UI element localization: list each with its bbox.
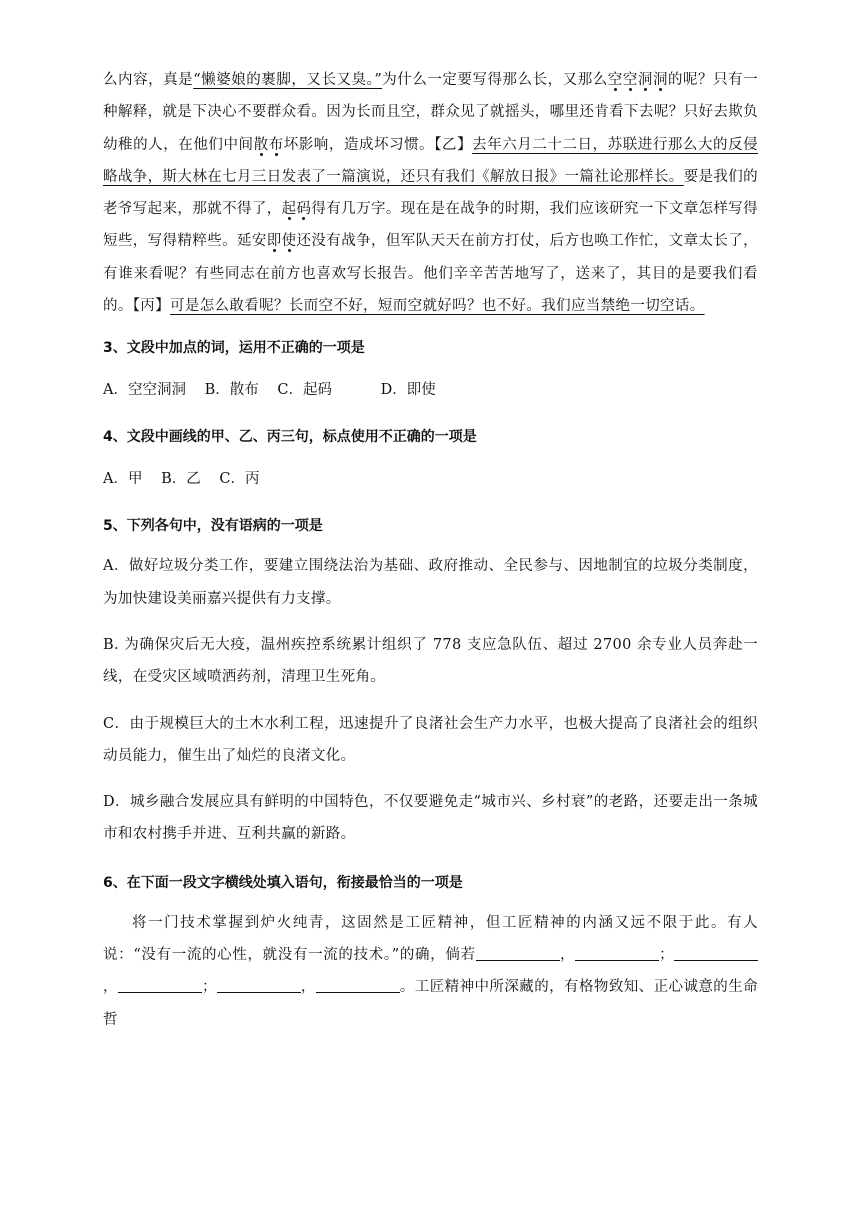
q6-punct: ； <box>201 979 217 996</box>
fill-blank-1[interactable] <box>476 946 560 961</box>
passage-text: 的呢？只有一种解释，就是下决心不要群众看。因为长而且空，群众见了就摇头，哪里还肯看下去呢？只好去欺负幼稚的人，在他们中间 <box>103 72 759 153</box>
question-4-options <box>103 469 758 489</box>
emphasis-char: 散 <box>253 136 269 153</box>
dotted-word-qima <box>282 201 312 217</box>
q6-text: 。工匠精神中所深藏的，有格物致知、正心诚意的生命哲 <box>103 979 758 1028</box>
q5-option-c: C．由于规模巨大的土木水利工程，迅速提升了良渚社会生产力水平，也极大提高了良渚社会的组织动员能力，催生出了灿烂的良渚文化。 <box>103 715 758 764</box>
question-6-stem: 6、在下面一段文字横线处填入语句，衔接最恰当的一项是 <box>103 874 463 891</box>
q6-punct: ， <box>103 979 118 996</box>
q6-passage <box>103 907 758 1036</box>
q3-option-d: D．即使 <box>380 382 436 399</box>
q3-option-c: C．起码 <box>277 382 332 399</box>
q6-punct: ， <box>559 947 576 964</box>
fill-blank-6[interactable] <box>316 978 400 993</box>
q4-option-b: B．乙 <box>161 471 201 488</box>
dotted-word-jishi <box>267 233 297 249</box>
emphasis-char: 空 <box>622 72 638 88</box>
q3-option-a: A．空空洞洞 <box>103 382 186 399</box>
q5-option-d: D．城乡融合发展应具有鲜明的中国特色，不仅要避免走“城市兴、乡村衰”的老路，还要走出一条城市和农村携手并进、互利共赢的新路。 <box>103 794 758 843</box>
emphasis-char: 即 <box>266 233 282 250</box>
dotted-word-sanbu <box>254 137 284 153</box>
q4-option-a: A．甲 <box>103 471 143 488</box>
passage-text: 坏影响，造成坏习惯。【乙】 <box>283 136 473 153</box>
emphasis-char: 起 <box>281 201 297 218</box>
q6-text: 将一门技术掌握到炉火纯青，这固然是工匠精神，但工匠精神的内涵又远不限于此。有人说：“没有一流的心性，就没有一流的技术。”的确，倘若 <box>103 914 758 964</box>
emphasis-char: 洞 <box>637 72 653 88</box>
question-5-stem: 5、下列各句中，没有语病的一项是 <box>103 518 323 535</box>
q3-option-b: B．散布 <box>204 382 259 399</box>
q5-option-a: A．做好垃圾分类工作，要建立围绕法治为基础、政府推动、全民参与、因地制宜的垃圾分类制度，为加快建设美丽嘉兴提供有力支撑。 <box>103 558 758 607</box>
q5-option-b: B. 为确保灾后无大疫，温州疾控系统累计组织了 778 支应急队伍、超过 2700 余专业人员奔赴一线，在受灾区域喷洒药剂，清理卫生死角。 <box>103 636 758 686</box>
passage-text: 还没有战争，但军队天天在前方打仗，后方也唤工作忙，文章太长了，有谁来看呢？有些同志在前方也喜欢写长报告。他们辛辛苦苦地写了，送来了，其目的是要我们看的。【丙】 <box>103 233 758 315</box>
q6-punct: ， <box>300 979 316 996</box>
question-4-stem: 4、文段中画线的甲、乙、丙三句，标点使用不正确的一项是 <box>103 429 477 446</box>
passage-text: 为什么一定要写得那么长，又那么 <box>382 72 608 88</box>
underlined-sentence-yi: 去年六月二十二日，苏联进行那么大的反侵略战争，斯大林在七月三日发表了一篇演说，还只有我们《解放日报》一篇社论那样长。 <box>103 136 758 185</box>
dotted-word-kongkongdongdong <box>608 72 668 88</box>
emphasis-char: 码 <box>296 201 312 218</box>
underlined-sentence-jia: “懒婆娘的裹脚，又长又臭。” <box>193 72 383 88</box>
q4-option-c: C．丙 <box>219 471 260 488</box>
fill-blank-5[interactable] <box>217 978 301 993</box>
underlined-sentence-bing: 可是怎么敢看呢？长而空不好，短而空就好吗？也不好。我们应当禁绝一切空话。 <box>170 298 705 315</box>
passage-text: 要是我们的老爷写起来，那就不得了， <box>103 168 758 218</box>
question-3-options <box>103 380 758 400</box>
emphasis-char: 布 <box>268 136 284 153</box>
emphasis-char: 洞 <box>652 72 668 88</box>
fill-blank-3[interactable] <box>674 946 758 961</box>
fill-blank-4[interactable] <box>118 978 202 993</box>
emphasis-char: 空 <box>607 72 623 88</box>
document-page <box>103 64 758 1036</box>
emphasis-char: 使 <box>281 233 297 250</box>
reading-passage <box>103 64 758 322</box>
fill-blank-2[interactable] <box>575 946 659 961</box>
passage-text: 得有几万字。现在是在战争的时期，我们应该研究一下文章怎样写得短些，写得精粹些。延安 <box>103 201 758 250</box>
passage-text: 么内容，真是 <box>103 72 194 88</box>
q6-punct: ； <box>659 947 674 964</box>
question-3-stem: 3、文段中加点的词，运用不正确的一项是 <box>103 340 365 357</box>
